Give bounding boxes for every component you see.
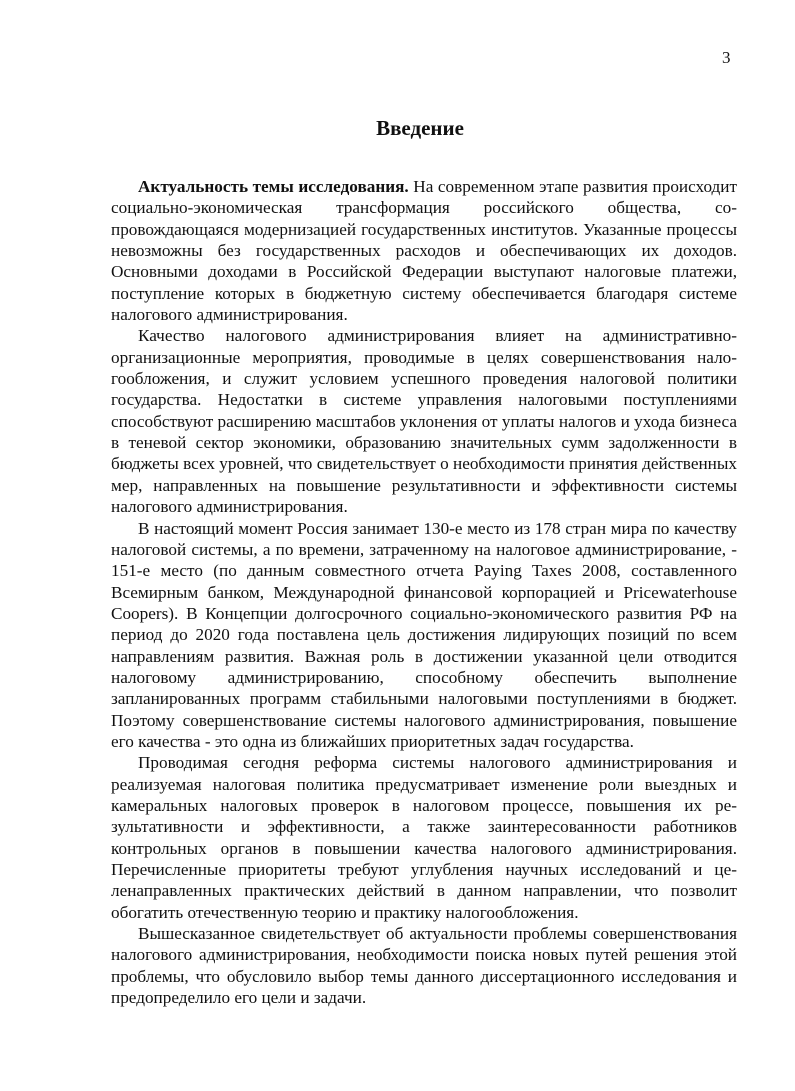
document-body xyxy=(111,176,737,1008)
paragraph-text: На современном этапе развития происходит социально-экономическая трансформация российского общества, сопровождающаяся модернизацией государственных институтов. Указанные процессы невозможны без государственных расходов и обеспечивающих их доходов. Основными доходами в Российской Федерации выступают налоговые платежи, поступление которых в бюджетную систему обеспечивается благодаря системе налогового администрирования. xyxy=(111,177,738,325)
paragraph-russia-ranking: В настоящий момент Россия занимает 130-е место из 178 стран мира по качеству налоговой системы, а по времени, затраченному на налоговое администрирование, - 151-е место (по данным совместного отчета Paying Taxes 2008, составленного Всемирным банком, Международной финансовой корпорацией и Pricewaterhouse Coopers). В Концепции долгосрочного социально-экономического развития РФ на период до 2020 года поставлена цель достижения лидирующих позиций по всем направлениям развития. Важная роль в достижении указанной цели отводится налоговому администрированию, способному обеспечить выполнение запланированных программ стабильными налоговыми поступлениями в бюджет. Поэтому совершенствование системы налогового администрирования, повышение его качества - это одна из ближайших приоритетных задач государства. xyxy=(111,518,737,751)
page-title: Введение xyxy=(376,116,464,140)
paragraph-lead: Актуальность темы исследования. xyxy=(138,177,409,196)
paragraph-relevance xyxy=(111,176,737,325)
paragraph-admin-quality: Качество налогового администрирования влияет на административно-организационные мероприятия, проводимые в целях совершенствования налогообложения, и служит условием успешного проведения налоговой политики государства. Недостатки в системе управления налоговыми поступлениями способствуют расширению масштабов уклонения от уплаты налогов и ухода бизнеса в теневой сектор экономики, образованию значительных сумм задолженности в бюджеты всех уровней, что свидетельствует о необходимости принятия действенных мер, направленных на повышение результативности и эффективности системы налогового администрирования. xyxy=(111,326,737,517)
paragraph-conclusion: Вышесказанное свидетельствует об актуальности проблемы совершенствования налогового администрирования, необходимости поиска новых путей решения этой проблемы, что обусловило выбор темы данного диссертационного исследования и предопределило его цели и задачи. xyxy=(111,924,737,1008)
page-number: 3 xyxy=(722,48,731,67)
paragraph-reform: Проводимая сегодня реформа системы налогового администрирования и реализуемая налоговая политика предусматривает изменение роли выездных и камеральных налоговых проверок в налоговом процессе, повышения их результативности и эффективности, а также заинтересованности работников контрольных органов в повышении качества налогового администрирования. Перечисленные приоритеты требуют углубления научных исследований и целенаправленных практических действий в данном направлении, что позволит обогатить отечественную теорию и практику налогообложения. xyxy=(111,753,737,922)
